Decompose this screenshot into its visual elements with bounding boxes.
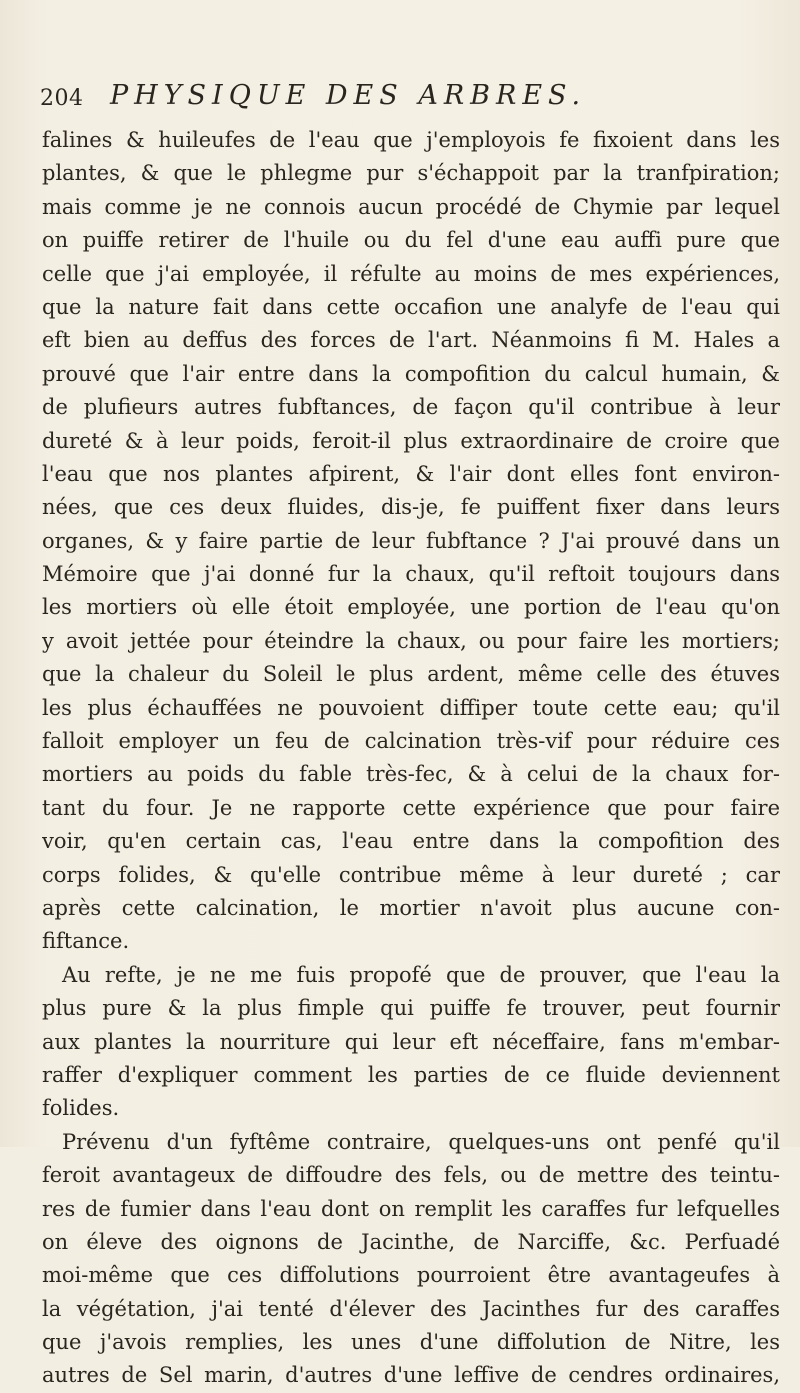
text-line: que la nature fait dans cette occafion une analyfe de l'eau qui bbox=[42, 294, 780, 319]
text-line: Prévenu d'un fyftême contraire, quelques-uns ont penfé qu'il bbox=[62, 1129, 780, 1154]
text-line: y avoit jettée pour éteindre la chaux, ou pour faire les mortiers; bbox=[42, 628, 780, 653]
text-line: fiftance. bbox=[42, 929, 130, 954]
text-line: Au refte, je ne me fuis propofé que de prouver, que l'eau la bbox=[62, 962, 780, 987]
text-line: celle que j'ai employée, il réfulte au moins de mes expériences, bbox=[42, 261, 780, 286]
text-line: plantes, & que le phlegme pur s'échappoit par la tranfpiration; bbox=[42, 161, 780, 186]
text-line: dureté & à leur poids, feroit-il plus extraordinaire de croire que bbox=[42, 428, 780, 453]
text-line: que j'avois remplies, les unes d'une diffolution de Nitre, les bbox=[42, 1330, 780, 1355]
text-line: falines & huileufes de l'eau que j'employois fe fixoient dans les bbox=[42, 128, 780, 152]
text-line: l'eau que nos plantes afpirent, & l'air dont elles font environ- bbox=[42, 461, 780, 486]
text-line: voir, qu'en certain cas, l'eau entre dans la compofition des bbox=[42, 829, 780, 854]
body-text bbox=[42, 124, 780, 1393]
text-line: eft bien au deffus des forces de l'art. Néanmoins fi M. Hales a bbox=[42, 328, 780, 353]
text-line: corps folides, & qu'elle contribue même à leur dureté ; car bbox=[42, 862, 780, 887]
text-line: de plufieurs autres fubftances, de façon qu'il contribue à leur bbox=[42, 395, 780, 420]
text-line: moi-même que ces diffolutions pourroient être avantageufes à bbox=[42, 1263, 780, 1288]
page-header bbox=[40, 80, 780, 120]
text-line: prouvé que l'air entre dans la compofition du calcul humain, & bbox=[42, 361, 780, 386]
text-line: organes, & y faire partie de leur fubftance ? J'ai prouvé dans un bbox=[42, 528, 780, 553]
text-line: on puiffe retirer de l'huile ou du fel d'une eau auffi pure que bbox=[42, 228, 780, 253]
page-number: 204 bbox=[40, 86, 84, 111]
text-line: plus pure & la plus fimple qui puiffe fe trouver, peut fournir bbox=[42, 996, 780, 1021]
text-line: nées, que ces deux fluides, dis-je, fe puiffent fixer dans leurs bbox=[42, 495, 780, 520]
text-line: folides. bbox=[42, 1096, 120, 1121]
text-line: que la chaleur du Soleil le plus ardent, même celle des étuves bbox=[42, 662, 780, 687]
text-line: autres de Sel marin, d'autres d'une leffive de cendres ordinaires, bbox=[42, 1363, 780, 1388]
text-line: raffer d'expliquer comment les parties de ce fluide deviennent bbox=[42, 1062, 780, 1087]
text-line: après cette calcination, le mortier n'avoit plus aucune con- bbox=[42, 895, 780, 920]
text-line: on éleve des oignons de Jacinthe, de Narciffe, &c. Perfuadé bbox=[42, 1229, 780, 1254]
text-line: la végétation, j'ai tenté d'élever des Jacinthes fur des caraffes bbox=[42, 1296, 780, 1321]
running-head: PHYSIQUE DES ARBRES. bbox=[110, 80, 587, 111]
text-line: mais comme je ne connois aucun procédé de Chymie par lequel bbox=[42, 194, 780, 219]
text-line: Mémoire que j'ai donné fur la chaux, qu'il reftoit toujours dans bbox=[42, 562, 780, 587]
text-line: les plus échauffées ne pouvoient diffiper toute cette eau; qu'il bbox=[42, 695, 780, 720]
text-line: res de fumier dans l'eau dont on remplit les caraffes fur lefquelles bbox=[42, 1196, 780, 1221]
text-line: aux plantes la nourriture qui leur eft néceffaire, fans m'embar- bbox=[42, 1029, 780, 1054]
text-line: tant du four. Je ne rapporte cette expérience que pour faire bbox=[42, 795, 780, 820]
text-line: mortiers au poids du fable très-fec, & à celui de la chaux for- bbox=[42, 762, 780, 787]
text-line: feroit avantageux de diffoudre des fels, ou de mettre des teintu- bbox=[42, 1163, 780, 1188]
text-line: falloit employer un feu de calcination très-vif pour réduire ces bbox=[42, 729, 780, 754]
text-line: les mortiers où elle étoit employée, une portion de l'eau qu'on bbox=[42, 595, 780, 620]
